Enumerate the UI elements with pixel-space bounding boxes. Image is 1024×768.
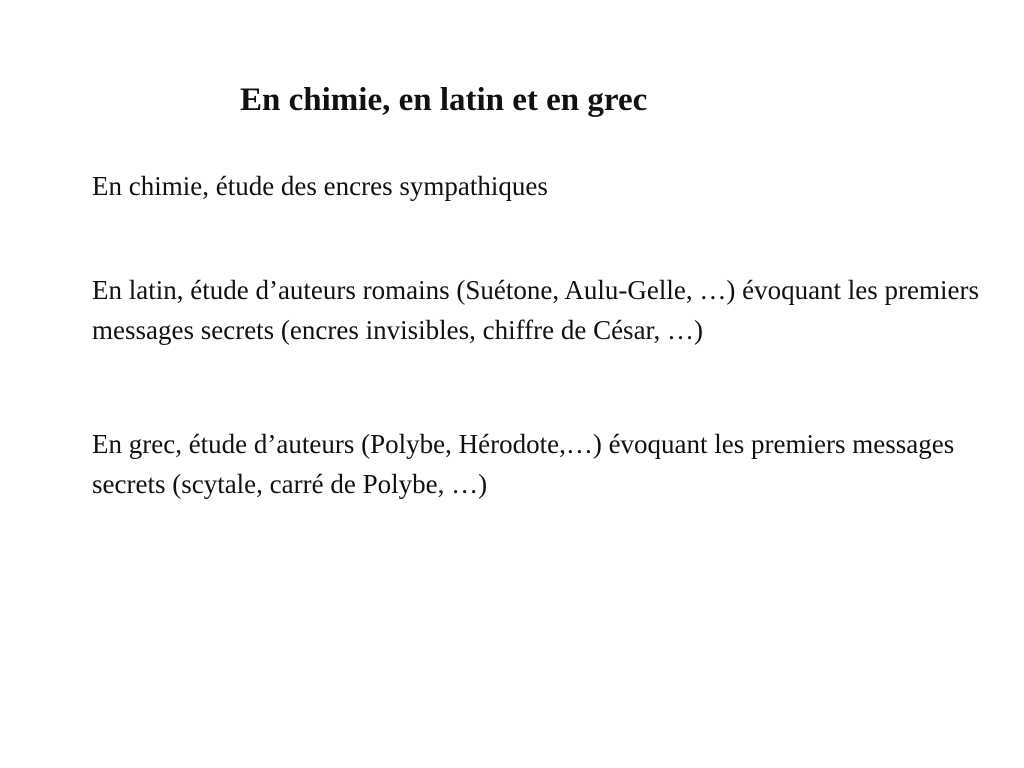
paragraph-chemistry: En chimie, étude des encres sympathiques — [92, 171, 548, 201]
paragraph-latin: En latin, étude d’auteurs romains (Suétone, Aulu-Gelle, …) évoquant les premiers messages secrets (encres invisibles, chiffre de César, …) — [92, 275, 980, 345]
slide-title: En chimie, en latin et en grec — [240, 82, 648, 118]
paragraph-greek: En grec, étude d’auteurs (Polybe, Hérodote,…) évoquant les premiers messages secrets (scytale, carré de Polybe, …) — [92, 429, 955, 499]
